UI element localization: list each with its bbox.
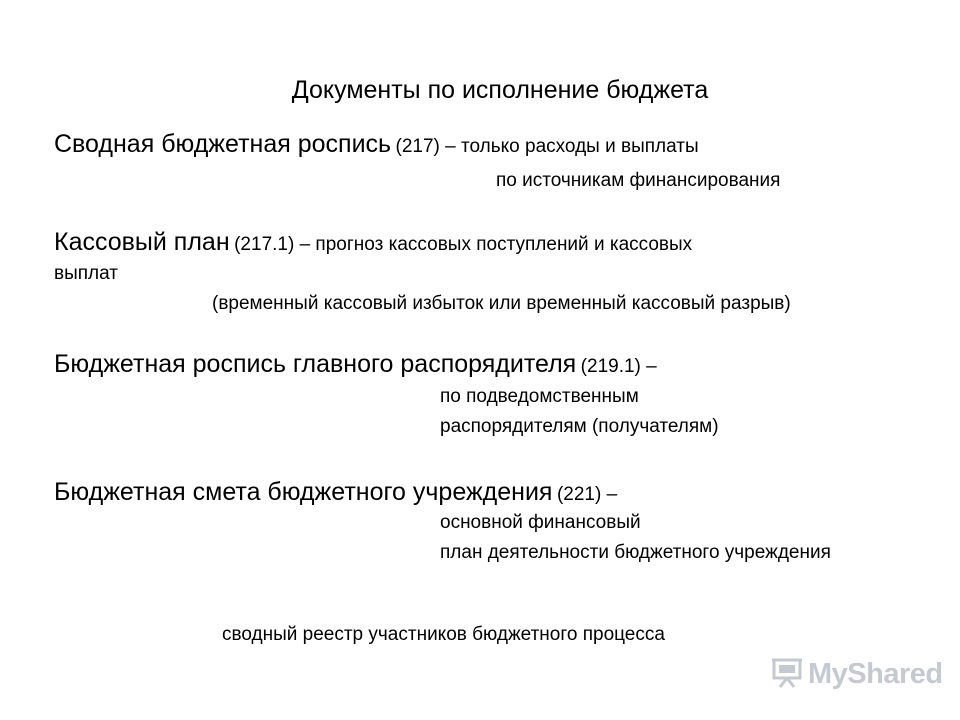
item-4-line2: основной финансовый [440,512,641,533]
item-2-line2: выплат [54,263,118,284]
presentation-board-icon [770,655,804,694]
item-4-line3: план деятельности бюджетного учреждения [440,542,831,563]
item-1-heading [54,130,699,159]
watermark-logo [770,652,943,696]
item-3-heading [54,350,657,379]
item-1-line2: по источникам финансирования [496,170,781,191]
item-4-heading [54,478,617,507]
item-3-ref: (219.1) – [580,356,657,377]
item-3-name: Бюджетная роспись главного распорядителя [54,350,577,378]
footer-note: сводный реестр участников бюджетного процесса [222,624,665,645]
item-2-line3: (временный кассовый избыток или временный кассовый разрыв) [212,293,791,314]
item-3-line2: по подведомственным [440,386,639,407]
item-2-ref: (217.1) – прогноз кассовых поступлений и кассовых [234,234,693,255]
item-3-line3: распорядителям (получателям) [440,416,719,437]
item-4-ref: (221) – [556,484,618,505]
item-1-ref: (217) – только расходы и выплаты [395,136,699,157]
item-2-name: Кассовый план [54,228,230,256]
item-1-name: Сводная бюджетная роспись [54,130,392,158]
watermark-text: MyShared [808,657,943,690]
item-4-name: Бюджетная смета бюджетного учреждения [54,478,553,506]
item-2-heading [54,228,692,257]
slide-title: Документы по исполнение бюджета [291,76,709,104]
